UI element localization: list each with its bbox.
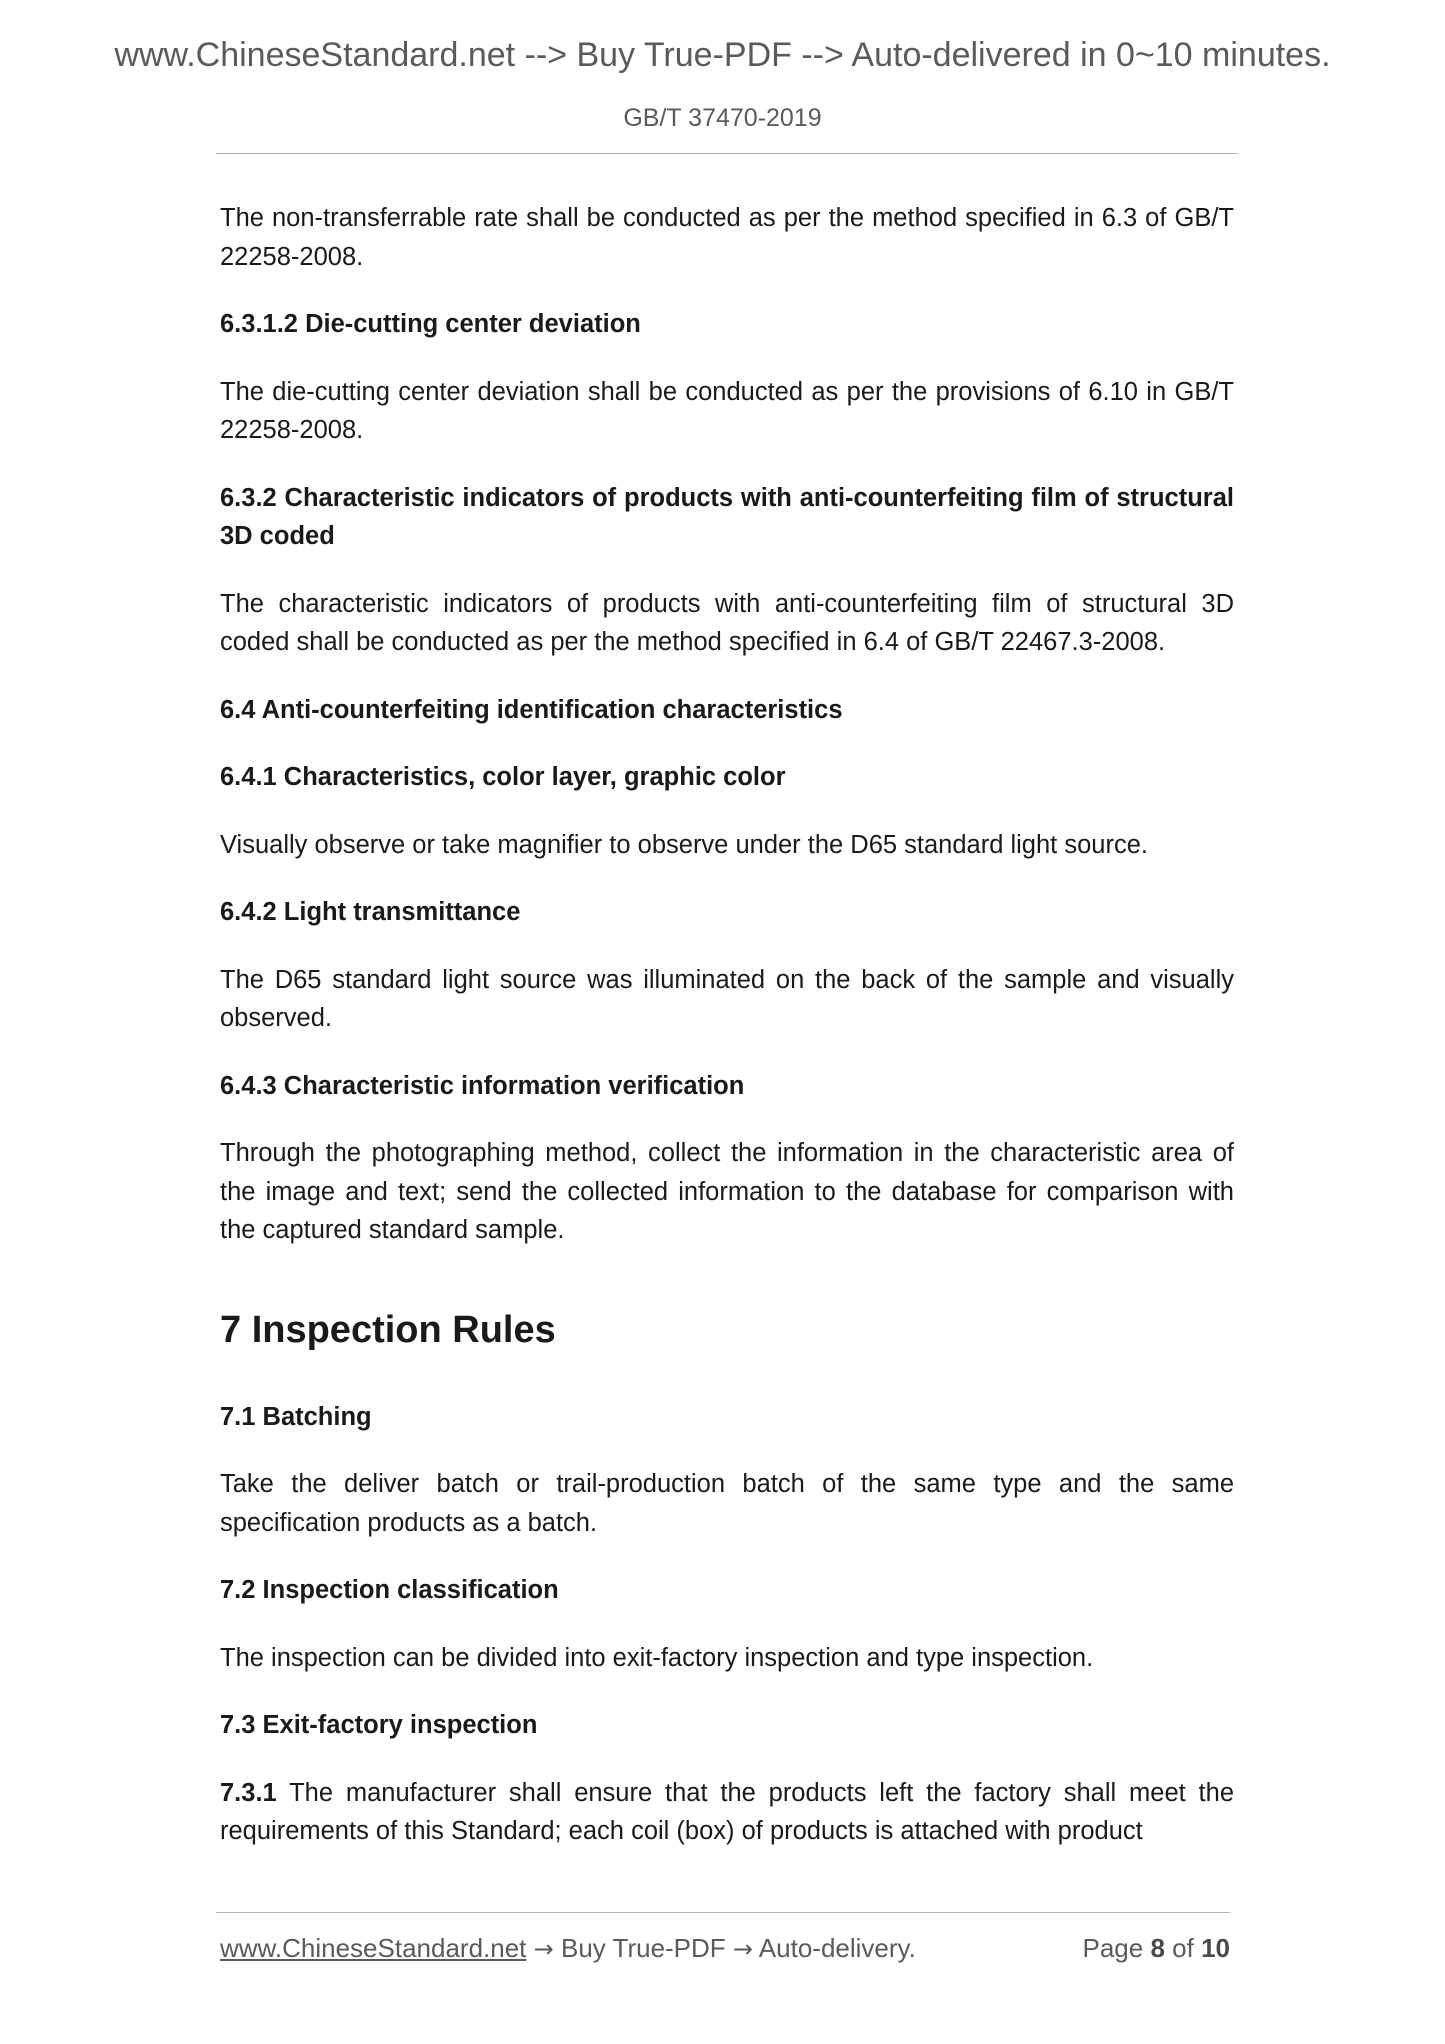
page-label: Page [1082,1933,1144,1963]
heading-6-4-2: 6.4.2 Light transmittance [220,898,521,926]
paragraph-visual-observe: Visually observe or take magnifier to observe under the D65 standard light source. [220,830,1148,859]
paragraph-light-transmittance: The D65 standard light source was illuminated on the back of the sample and visually observed. [220,965,1234,1032]
arrow-right-icon: → [533,1935,554,1963]
section-heading-7: 7 Inspection Rules [220,1308,556,1351]
paragraph-7-3-1 [220,1774,1234,1851]
footer-buy-text: Buy True-PDF [553,1933,733,1963]
paragraph-batching: Take the deliver batch or trail-production batch of the same type and the same specification products as a batch. [220,1470,1234,1537]
clause-number: 7.3.1 [220,1778,277,1807]
page-number: 8 [1150,1933,1165,1963]
document-id: GB/T 37470-2019 [623,104,822,132]
paragraph-non-transferrable-rate: The non-transferrable rate shall be conducted as per the method specified in 6.3 of GB/T 22258-2008. [220,204,1234,271]
heading-6-4-1: 6.4.1 Characteristics, color layer, graphic color [220,763,786,791]
heading-7-2: 7.2 Inspection classification [220,1576,559,1604]
paragraph-inspection-classification: The inspection can be divided into exit-factory inspection and type inspection. [220,1643,1094,1672]
heading-6-4-3: 6.4.3 Characteristic information verification [220,1071,745,1100]
arrow-right-icon: → [732,1935,754,1963]
page-content [220,199,1234,1851]
header-divider [216,153,1238,154]
heading-7-1: 7.1 Batching [220,1402,372,1431]
of-label: of [1172,1933,1194,1963]
heading-6-3-1-2: 6.3.1.2 Die-cutting center deviation [220,310,641,338]
heading-7-3: 7.3 Exit-factory inspection [220,1711,538,1739]
page-footer [220,1933,1230,1973]
paragraph-characteristic-indicators: The characteristic indicators of products with anti-counterfeiting film of structural 3D coded shall be conducted as per the method specified in 6.4 of GB/T 22467.3-2008. [220,589,1234,656]
clause-text: The manufacturer shall ensure that the products left the factory shall meet the requirements of this Standard; each coil (box) of products is attached with product [220,1778,1234,1845]
heading-6-4: 6.4 Anti-counterfeiting identification characteristics [220,695,843,724]
paragraph-die-cutting: The die-cutting center deviation shall be conducted as per the provisions of 6.10 in GB/T 22258-2008. [220,377,1234,444]
page-total: 10 [1201,1933,1230,1963]
footer-auto-text: Auto-delivery. [753,1933,916,1963]
footer-link[interactable]: www.ChineseStandard.net [220,1933,527,1963]
heading-6-3-2: 6.3.2 Characteristic indicators of products with anti-counterfeiting film of structural 3D coded [220,483,1234,550]
paragraph-photographing-method: Through the photographing method, collect the information in the characteristic area of the image and text; send the collected information to the database for comparison with the captured standard sample. [220,1139,1234,1244]
footer-divider [216,1912,1230,1913]
banner-text: www.ChineseStandard.net --> Buy True-PDF --> Auto-delivered in 0~10 minutes. [114,36,1331,74]
page-indicator [1082,1933,1230,1964]
footer-left [220,1933,916,1964]
